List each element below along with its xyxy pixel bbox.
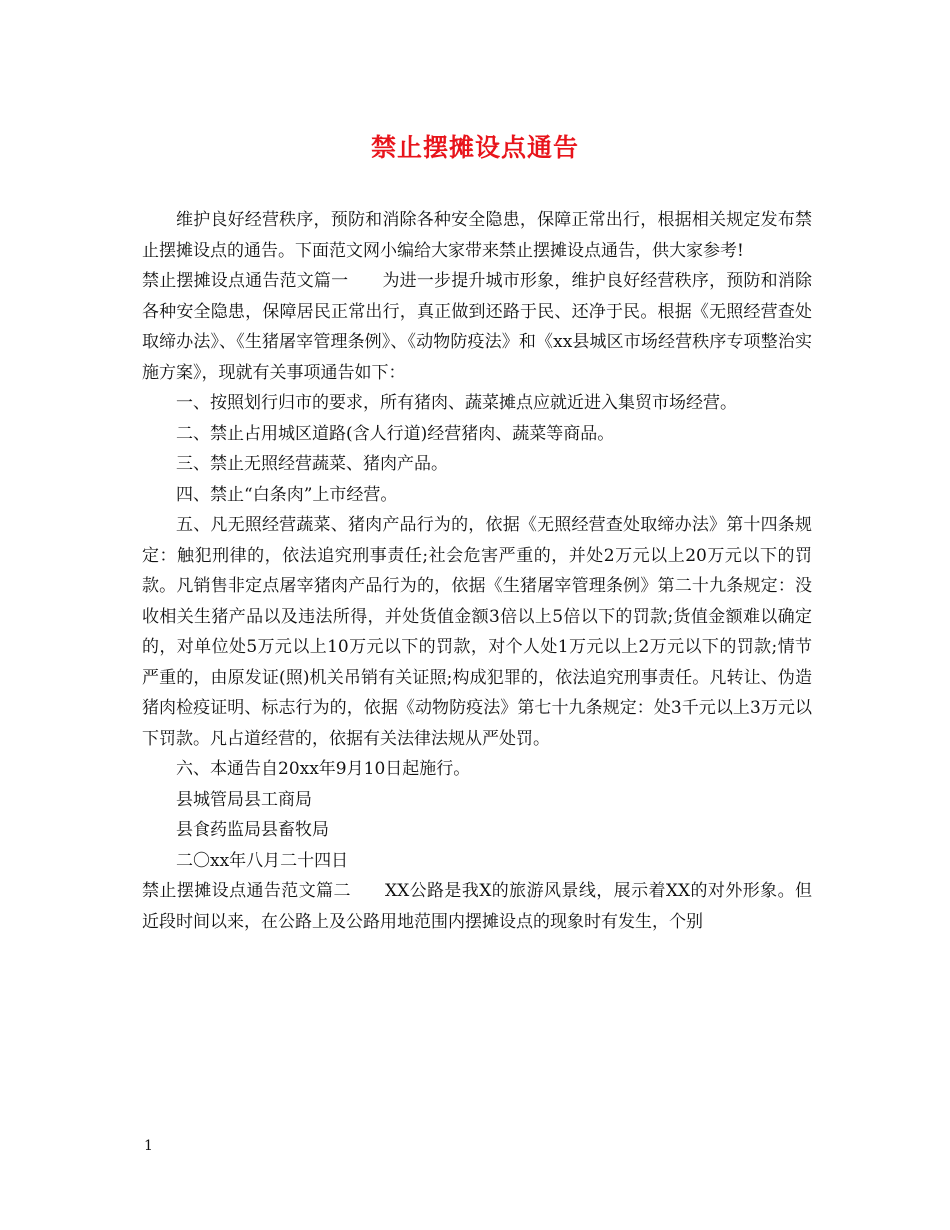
signature-line-1: 县城管局县工商局: [176, 789, 312, 810]
document-body: [142, 205, 812, 937]
notice-item-5: 五、凡无照经营蔬菜、猪肉产品行为的，依据《无照经营查处取缔办法》第十四条规定：触犯刑律的，依法追究刑事责任;社会危害严重的，并处2万元以上20万元以下的罚款。凡销售非定点屠宰猪肉产品行为的，依据《生猪屠宰管理条例》第二十九条规定：没收相关生猪产品以及违法所得，并处货值金额3倍以上5倍以下的罚款;货值金额难以确定的，对单位处5万元以上10万元以下的罚款，对个人处1万元以上2万元以下的罚款;情节严重的，由原发证(照)机关吊销有关证照;构成犯罪的，依法追究刑事责任。凡转让、伪造猪肉检疫证明、标志行为的，依据《动物防疫法》第七十九条规定：处3千元以上3万元以下罚款。凡占道经营的，依据有关法律法规从严处罚。: [142, 515, 812, 749]
section1-lead: 为进一步提升城市形象，维护良好经营秩序，预防和消除各种安全隐患，保障居民正常出行，真正做到还路于民、还净于民。根据《无照经营查处取缔办法》、《生猪屠宰管理条例》、《动物防疫法》和《xx县城区市场经营秩序专项整治实施方案》，现就有关事项通告如下：: [142, 271, 813, 383]
notice-item-1: 一、按照划行归市的要求，所有猪肉、蔬菜摊点应就近进入集贸市场经营。: [176, 393, 737, 413]
intro-paragraph: 维护良好经营秩序，预防和消除各种安全隐患，保障正常出行，根据相关规定发布禁止摆摊设点的通告。下面范文网小编给大家带来禁止摆摊设点通告，供大家参考!: [142, 210, 812, 261]
notice-item-4: 四、禁止“白条肉”上市经营。: [176, 484, 398, 505]
section1-paragraph: [142, 266, 812, 388]
section2-heading: 禁止摆摊设点通告范文篇二: [142, 881, 351, 901]
notice-date: 二〇xx年八月二十四日: [176, 850, 349, 871]
section1-heading: 禁止摆摊设点通告范文篇一: [142, 271, 349, 291]
document-title: 禁止摆摊设点通告: [370, 133, 579, 162]
page-number: 1: [144, 1138, 153, 1154]
signature-line-2: 县食药监局县畜牧局: [176, 820, 329, 840]
notice-item-2: 二、禁止占用城区道路(含人行道)经营猪肉、蔬菜等商品。: [176, 423, 615, 444]
section2-paragraph: [142, 876, 812, 937]
section2-lead: XX公路是我X的旅游风景线，展示着XX的对外形象。但近段时间以来，在公路上及公路用地范围内摆摊设点的现象时有发生，个别: [142, 881, 812, 932]
notice-item-6: 六、本通告自20xx年9月10日起施行。: [176, 759, 471, 779]
notice-item-3: 三、禁止无照经营蔬菜、猪肉产品。: [176, 454, 448, 474]
